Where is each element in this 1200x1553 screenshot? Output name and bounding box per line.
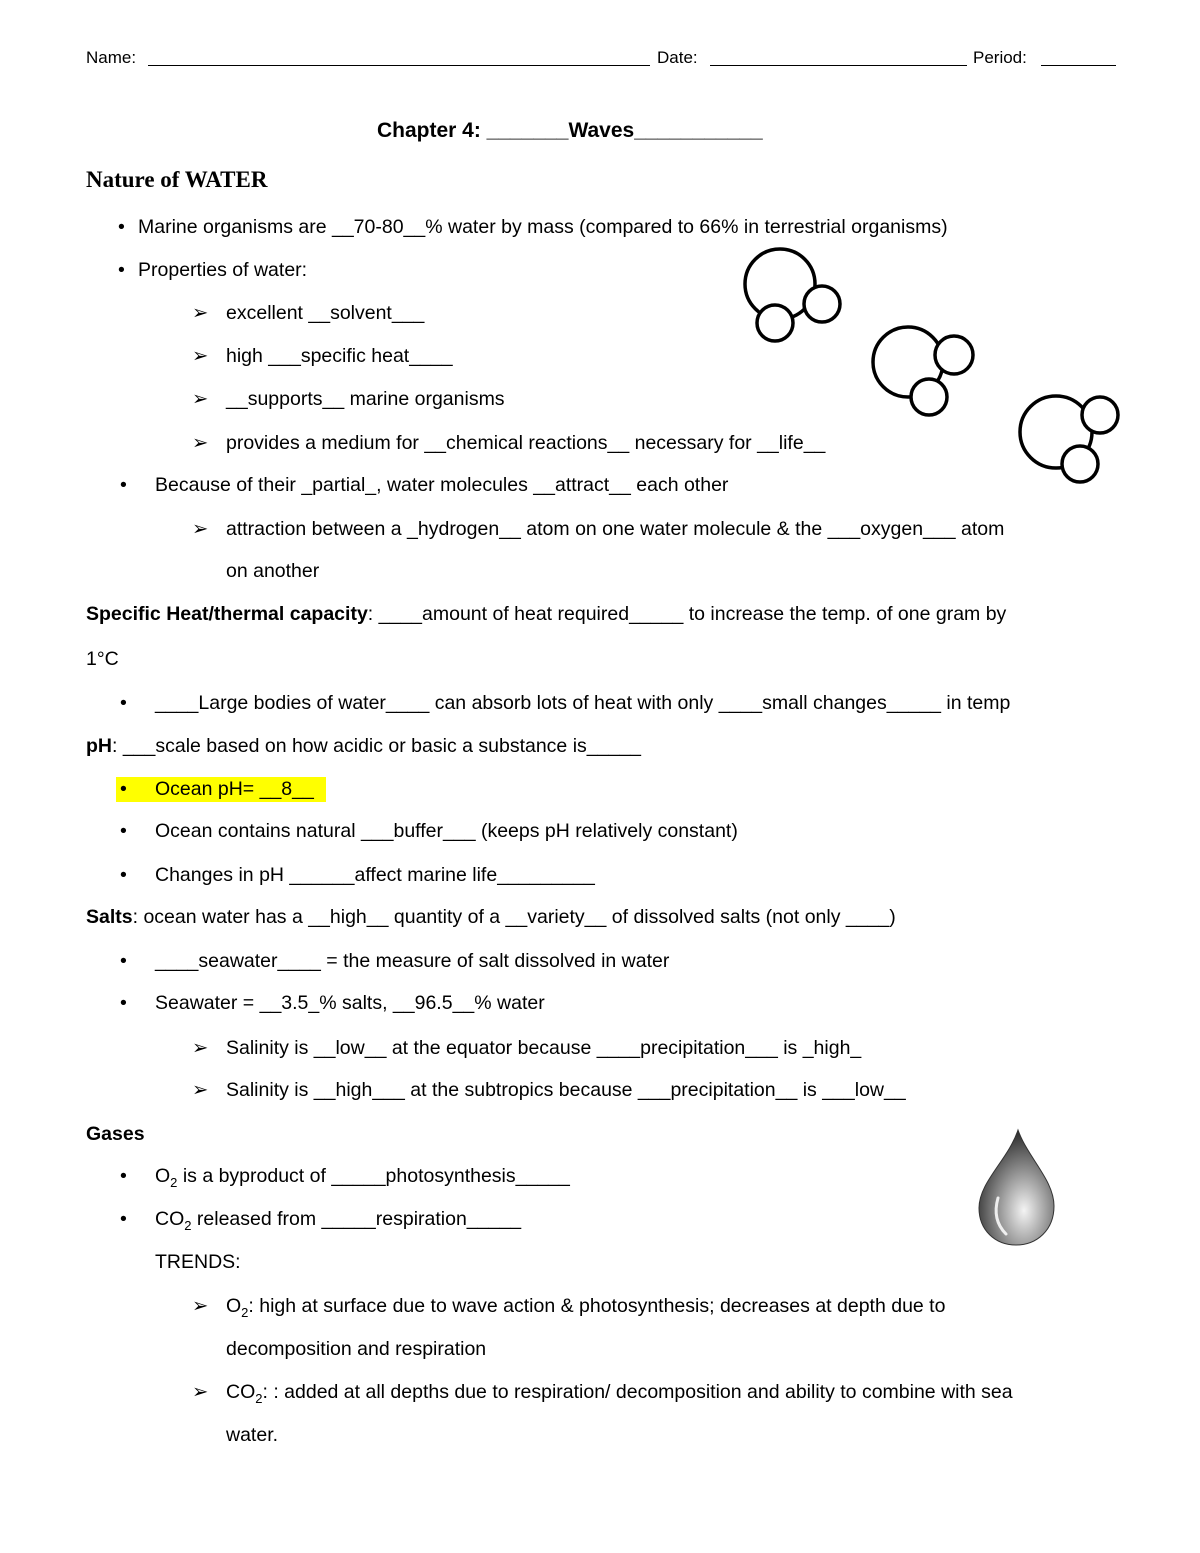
section-heading: Gases — [86, 1123, 145, 1145]
name-field[interactable] — [148, 48, 650, 66]
bullet-icon: • — [120, 864, 127, 886]
text-line: ____seawater____ = the measure of salt dissolved in water — [155, 950, 670, 972]
text-line: TRENDS: — [155, 1251, 241, 1273]
bullet-icon: • — [120, 692, 127, 714]
text-line: Marine organisms are __70-80__% water by mass (compared to 66% in terrestrial organisms) — [138, 216, 948, 238]
arrow-icon: ➢ — [192, 302, 209, 324]
text-line — [226, 1294, 945, 1325]
text-line: Properties of water: — [138, 259, 308, 281]
text-line: attraction between a _hydrogen__ atom on one water molecule & the ___oxygen___ atom — [226, 518, 1005, 540]
arrow-icon: ➢ — [192, 1079, 209, 1101]
formula: CO — [226, 1381, 256, 1403]
bullet-icon: • — [120, 1208, 127, 1230]
bullet-icon: • — [120, 820, 127, 842]
text-line — [86, 905, 896, 929]
text-line: Seawater = __3.5_% salts, __96.5__% water — [155, 992, 545, 1014]
bullet-icon: • — [120, 950, 127, 972]
text-line — [155, 1164, 570, 1195]
text-line: Ocean contains natural ___buffer___ (keeps pH relatively constant) — [155, 820, 738, 842]
text-line: Salinity is __low__ at the equator because ____precipitation___ is _high_ — [226, 1037, 862, 1059]
arrow-icon: ➢ — [192, 1037, 209, 1059]
date-field[interactable] — [710, 48, 967, 66]
text-line — [155, 1207, 521, 1238]
bullet-icon: • — [120, 474, 127, 496]
arrow-icon: ➢ — [192, 432, 209, 454]
text-line — [226, 1380, 1013, 1411]
water-molecule-icon — [740, 248, 850, 344]
text-line: on another — [226, 560, 320, 582]
period-field[interactable] — [1041, 48, 1116, 66]
term-label: pH — [86, 735, 112, 757]
period-label: Period: — [973, 48, 1027, 67]
subscript: 2 — [255, 1390, 263, 1406]
bullet-icon: • — [120, 778, 127, 800]
water-molecule-icon — [870, 325, 980, 421]
bullet-icon: • — [118, 259, 125, 281]
formula: O — [226, 1295, 242, 1317]
text-line: 1°C — [86, 648, 119, 670]
bullet-icon: • — [120, 992, 127, 1014]
bullet-icon: • — [120, 1165, 127, 1187]
text-line: high ___specific heat____ — [226, 345, 453, 367]
text-line — [86, 602, 1006, 626]
subscript: 2 — [184, 1217, 192, 1233]
text-line — [86, 734, 641, 758]
arrow-icon: ➢ — [192, 1295, 209, 1317]
text-line: water. — [226, 1424, 279, 1446]
section-title: Nature of WATER — [86, 167, 268, 192]
page-title: Chapter 4: _______Waves___________ — [377, 119, 763, 142]
arrow-icon: ➢ — [192, 518, 209, 540]
text: released from _____respiration_____ — [191, 1208, 522, 1230]
term-text: : ___scale based on how acidic or basic a substance is_____ — [112, 735, 642, 757]
formula: CO — [155, 1208, 185, 1230]
text-line: Ocean pH= __8__ — [155, 778, 314, 800]
text-line: Changes in pH ______affect marine life_________ — [155, 864, 595, 886]
arrow-icon: ➢ — [192, 1381, 209, 1403]
arrow-icon: ➢ — [192, 345, 209, 367]
text: : : added at all depths due to respiration/ decomposition and ability to combine with sea — [262, 1381, 1013, 1403]
term-label: Specific Heat/thermal capacity — [86, 603, 368, 625]
text-line: __supports__ marine organisms — [226, 388, 505, 410]
subscript: 2 — [170, 1174, 178, 1190]
term-text: : ____amount of heat required_____ to increase the temp. of one gram by — [367, 603, 1007, 625]
text: is a byproduct of _____photosynthesis_____ — [177, 1165, 570, 1187]
water-molecule-icon — [1016, 395, 1126, 491]
date-label: Date: — [657, 48, 698, 67]
formula: O — [155, 1165, 171, 1187]
term-text: : ocean water has a __high__ quantity of a __variety__ of dissolved salts (not only ____) — [132, 906, 896, 928]
text-line: provides a medium for __chemical reactions__ necessary for __life__ — [226, 432, 826, 454]
text-line: Because of their _partial_, water molecules __attract__ each other — [155, 474, 729, 496]
text-line: excellent __solvent___ — [226, 302, 425, 324]
arrow-icon: ➢ — [192, 388, 209, 410]
text: : high at surface due to wave action & photosynthesis; decreases at depth due to — [248, 1295, 946, 1317]
water-droplet-icon — [976, 1128, 1058, 1248]
bullet-icon: • — [118, 216, 125, 238]
text-line: Salinity is __high___ at the subtropics because ___precipitation__ is ___low__ — [226, 1079, 906, 1101]
name-label: Name: — [86, 48, 137, 67]
text-line: ____Large bodies of water____ can absorb lots of heat with only ____small changes_____ in temp — [155, 692, 1011, 714]
subscript: 2 — [241, 1304, 249, 1320]
text-line: decomposition and respiration — [226, 1338, 487, 1360]
term-label: Salts — [86, 906, 133, 928]
